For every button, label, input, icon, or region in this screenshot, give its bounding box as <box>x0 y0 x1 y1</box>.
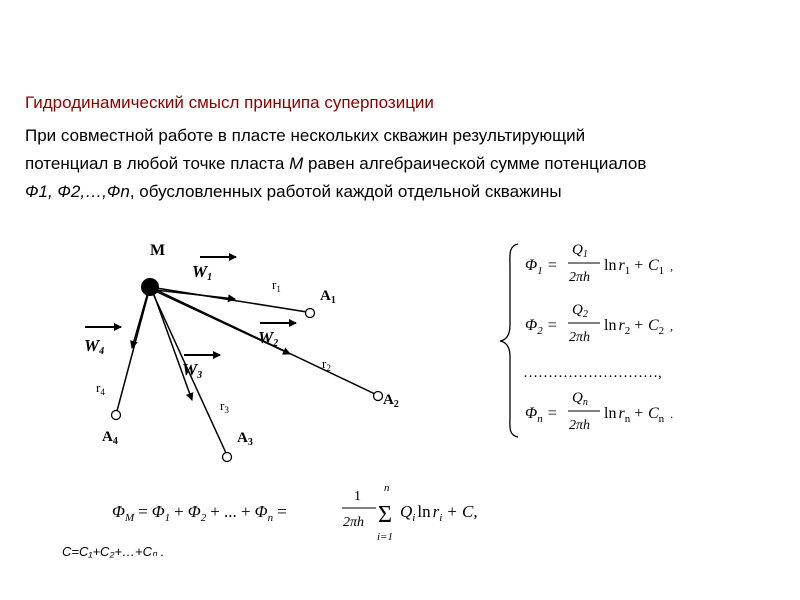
slide-title: Гидродинамический смысл принципа суперпозиции <box>25 93 434 112</box>
distance-r2-label: $r_2$ <box>322 356 331 373</box>
well-a3-marker <box>223 453 232 462</box>
equation-phi-1 <box>525 242 673 285</box>
svg-text:Qn: $Q_n$ <box>572 390 588 408</box>
svg-text:Qilnri+ C,: $Q_i$ $\ln r_i + C$, <box>400 502 478 524</box>
svg-text:lnrn+ Cn.: $\ln r_n + C_n$ . <box>604 405 674 425</box>
svg-text:lnr1+ C1,: $\ln r_1 + C_1$ , <box>604 257 674 277</box>
well-a4-marker <box>112 411 121 420</box>
flow-arrow-4 <box>132 292 148 348</box>
superposition-formula <box>112 482 478 543</box>
svg-text:n: n <box>384 482 390 494</box>
point-m-label: M <box>150 242 166 259</box>
well-diagram <box>84 242 399 462</box>
svg-text:Σ: Σ <box>378 502 392 528</box>
equation-system <box>500 242 673 437</box>
paragraph-line-1: При совместной работе в пласте нескольких скважин результирующий <box>25 126 586 145</box>
svg-text:2πh: 2πh <box>343 515 365 530</box>
velocity-w1 <box>192 257 236 283</box>
well-a1-marker <box>306 309 315 318</box>
svg-text:Φn =: $\Phi_n$ = <box>525 405 558 425</box>
svg-text:W3: W3 <box>182 360 203 381</box>
svg-text:Φ1 =: $\Phi_1$ = <box>525 257 558 277</box>
paragraph-line-3-end: , обусловленных работой каждой отдельной скважины <box>129 182 562 201</box>
velocity-w2 <box>258 323 296 349</box>
distance-r1-label: $r_1$ <box>272 277 281 294</box>
well-a2-label: $A_2$ <box>383 392 399 410</box>
velocity-w3 <box>182 355 220 381</box>
system-brace <box>500 244 518 437</box>
distance-r3-label: $r_3$ <box>220 398 229 415</box>
svg-text:i=1: i=1 <box>377 531 393 543</box>
equation-phi-2 <box>525 302 673 345</box>
svg-text:Q2: $Q_2$ <box>572 302 588 320</box>
velocity-w4 <box>84 327 121 357</box>
svg-text:2πh: 2πh <box>569 418 591 433</box>
svg-text:2πh: 2πh <box>569 330 591 345</box>
equation-phi-n <box>525 390 673 433</box>
well-a4-label: $A_4$ <box>102 429 118 447</box>
flow-arrow-3 <box>153 292 192 400</box>
svg-text:1: 1 <box>354 489 361 504</box>
svg-text:lnr2+ C2,: $\ln r_2 + C_2$ , <box>604 317 674 337</box>
point-m-marker <box>141 278 159 296</box>
constant-formula: C=C₁+C₂+…+Cₙ . <box>62 544 165 559</box>
equation-dots: ………………………, <box>523 365 662 381</box>
paragraph-line-2-end: равен алгебраической сумме потенциалов <box>303 154 647 173</box>
potentials-list: Ф1, Ф2,…,Фn <box>25 182 130 201</box>
svg-text:Q1: $Q_1$ <box>572 242 588 260</box>
line-m-a4 <box>117 287 150 411</box>
svg-text:ΦM=Φ1+Φ2+ ... +Φn=: $\Phi_M = \Phi_1 + \Phi_2$ + ... + $\Phi_n$ = <box>112 502 287 524</box>
well-a1-label: $A_1$ <box>320 288 336 306</box>
paragraph-line-2-start: потенциал в любой точке пласта <box>25 154 290 173</box>
point-m-mention: М <box>289 154 304 173</box>
svg-text:W2: W2 <box>258 328 279 349</box>
well-a2-marker <box>374 392 383 401</box>
svg-text:W4: W4 <box>84 336 105 357</box>
distance-r4-label: $r_4$ <box>96 380 105 397</box>
svg-text:Φ2 =: $\Phi_2$ = <box>525 317 558 337</box>
svg-text:2πh: 2πh <box>569 270 591 285</box>
svg-text:W1: W1 <box>192 262 213 283</box>
well-a3-label: $A_3$ <box>237 430 253 448</box>
